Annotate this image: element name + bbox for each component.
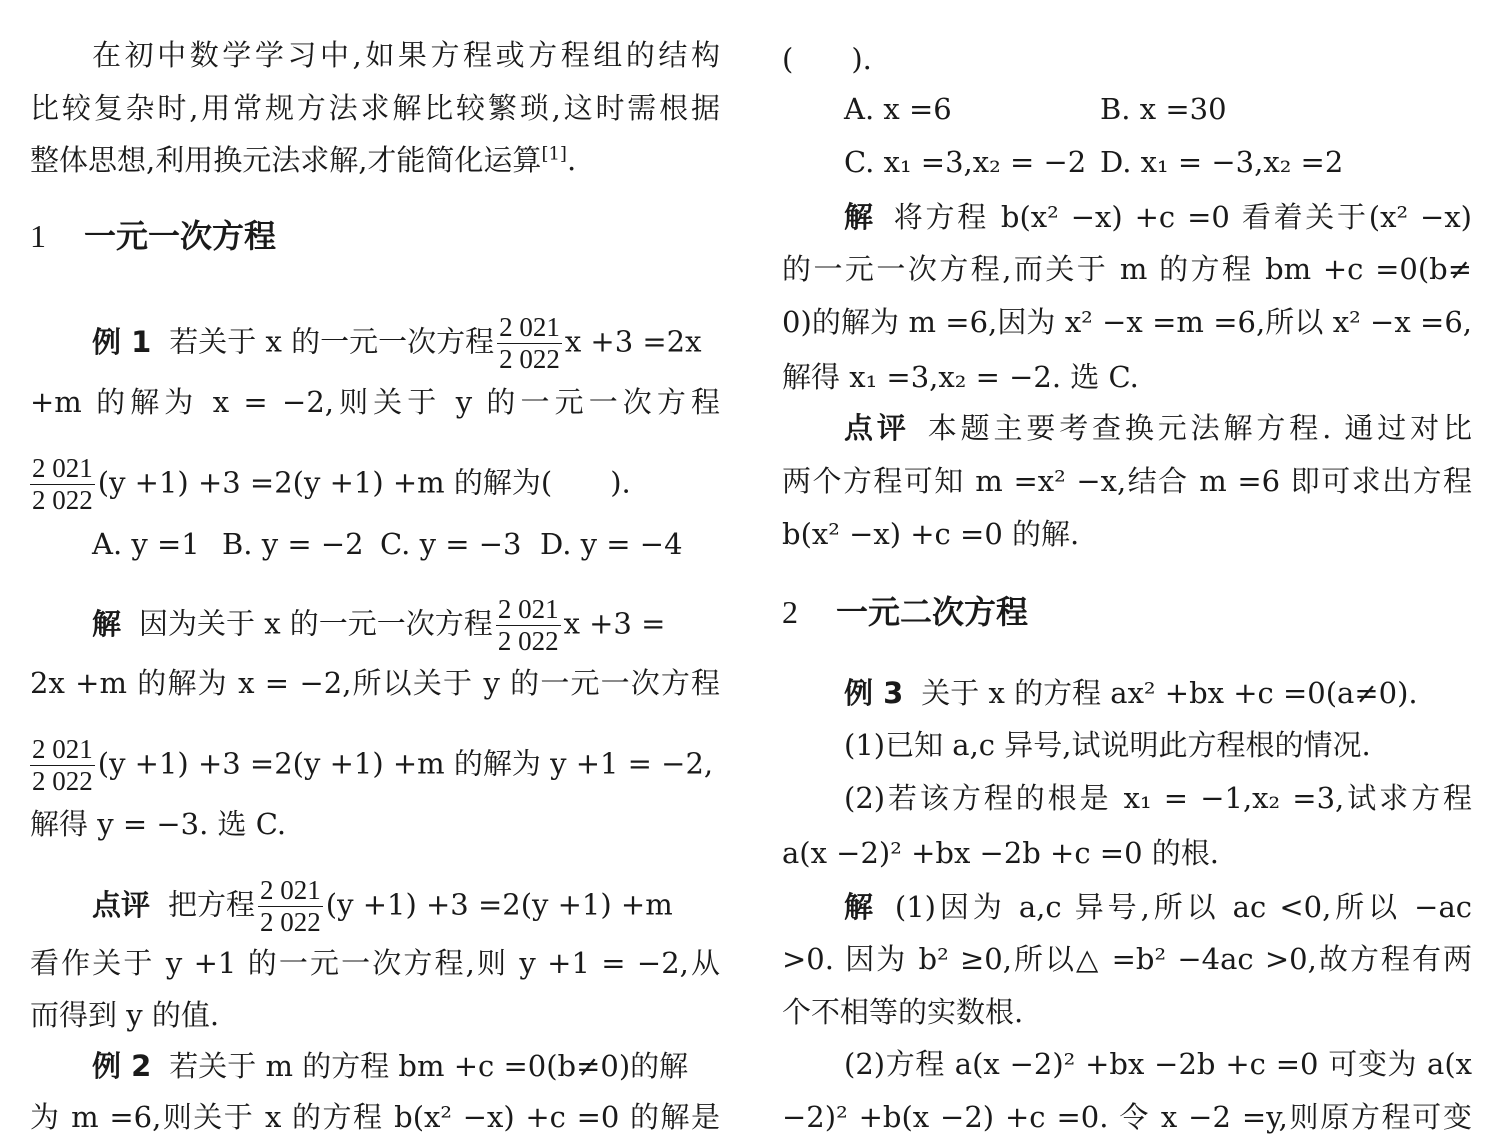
comment-1-line-2: 看作关于 y +1 的一元一次方程,则 y +1 = −2,从 <box>30 946 720 980</box>
option-d: D. y = −4 <box>540 527 683 561</box>
solution-2-text-a: 将方程 b(x² −x) +c =0 看着关于(x² −x) <box>893 200 1472 234</box>
fraction-denominator: 2 022 <box>260 907 321 937</box>
solution-2-label: 解 <box>844 200 876 234</box>
section-2-heading <box>782 593 1472 631</box>
fraction-2021-2022 <box>496 594 561 657</box>
example-3-question-1: (1)已知 a,c 异号,试说明此方程根的情况. <box>844 728 1371 762</box>
section-1-title: 一元一次方程 <box>84 217 277 255</box>
solution-3-line-2: >0. 因为 b² ≥0,所以△ =b² −4ac >0,故方程有两 <box>782 942 1472 976</box>
solution-1-label: 解 <box>92 606 122 641</box>
fraction-2021-2022 <box>258 875 323 938</box>
example-3-text-a: 关于 x 的方程 ax² +bx +c =0(a≠0). <box>921 676 1418 710</box>
solution-3-label: 解 <box>844 890 877 924</box>
solution-3-line-1 <box>782 888 1472 926</box>
example-1-line-2: +m 的解为 x = −2,则关于 y 的一元一次方程 <box>30 385 720 419</box>
solution-2-line-2: 的一元一次方程,而关于 m 的方程 bm +c =0(b≠ <box>782 252 1472 286</box>
comment-1-line-1 <box>30 875 720 937</box>
example-2-options-row-1 <box>782 90 1472 128</box>
fraction-numerator: 2 021 <box>32 734 93 764</box>
solution-1-text-a: 因为关于 x 的一元一次方程 <box>139 606 493 641</box>
option-b: B. x =30 <box>1100 92 1227 126</box>
comment-2-line-2: 两个方程可知 m =x² −x,结合 m =6 即可求出方程 <box>782 464 1472 498</box>
comment-1-text-b: (y +1) +3 =2(y +1) +m <box>325 887 673 922</box>
example-1-options <box>30 525 720 563</box>
section-2-title: 一元二次方程 <box>836 593 1029 631</box>
example-3-question-2b: a(x −2)² +bx −2b +c =0 的根. <box>782 836 1219 870</box>
solution-2-line-3: 0)的解为 m =6,因为 x² −x =m =6,所以 x² −x =6, <box>782 305 1472 339</box>
solution-2-line-1 <box>782 198 1472 236</box>
solution-1-text-b: x +3 = <box>563 606 666 641</box>
intro-line-2: 比较复杂时,用常规方法求解比较繁琐,这时需根据 <box>30 91 720 125</box>
solution-3-line-4: (2)方程 a(x −2)² +bx −2b +c =0 可变为 a(x <box>844 1047 1472 1081</box>
citation-ref[interactable]: [1] <box>541 143 567 165</box>
option-c: C. x₁ =3,x₂ = −2 <box>844 145 1087 179</box>
example-1-line-3 <box>30 453 720 515</box>
intro-line-1: 在初中数学学习中,如果方程或方程组的结构 <box>92 38 720 72</box>
fraction-denominator: 2 022 <box>32 485 93 515</box>
fraction-numerator: 2 021 <box>32 453 93 483</box>
example-2-line-3: ( ). <box>782 42 872 76</box>
solution-1-line-3 <box>30 734 720 796</box>
fraction-numerator: 2 021 <box>260 875 321 905</box>
solution-3-line-5: −2)² +b(x −2) +c =0. 令 x −2 =y,则原方程可变 <box>782 1100 1472 1134</box>
section-1-heading <box>30 217 720 255</box>
example-3-line-1 <box>782 674 1472 712</box>
section-2-number: 2 <box>782 594 798 630</box>
intro-period: . <box>566 143 577 177</box>
example-2-line-2: 为 m =6,则关于 x 的方程 b(x² −x) +c =0 的解是 <box>30 1100 720 1134</box>
example-2-options-row-2 <box>782 143 1472 181</box>
solution-3-line-3: 个不相等的实数根. <box>782 995 1024 1029</box>
intro-text: 整体思想,利用换元法求解,才能简化运算 <box>30 143 542 177</box>
option-a: A. x =6 <box>844 92 952 126</box>
comment-2-line-3: b(x² −x) +c =0 的解. <box>782 517 1080 551</box>
example-2-text-a: 若关于 m 的方程 bm +c =0(b≠0)的解 <box>169 1049 689 1083</box>
section-1-number: 1 <box>30 218 46 254</box>
fraction-denominator: 2 022 <box>499 344 560 374</box>
option-b: B. y = −2 <box>222 527 364 561</box>
fraction-denominator: 2 022 <box>32 766 93 796</box>
example-1-text-a: 若关于 x 的一元一次方程 <box>169 324 495 359</box>
solution-3-text-a: (1)因为 a,c 异号,所以 ac <0,所以 −ac <box>894 890 1472 924</box>
solution-1-line-1 <box>30 594 720 656</box>
example-2-line-1 <box>30 1047 720 1085</box>
example-2-label: 例 2 <box>92 1049 152 1083</box>
comment-1-text-a: 把方程 <box>168 887 256 922</box>
comment-2-line-1 <box>782 409 1472 447</box>
example-3-question-2: (2)若该方程的根是 x₁ = −1,x₂ =3,试求方程 <box>844 781 1472 815</box>
example-1-line-1 <box>30 312 720 374</box>
option-a: A. y =1 <box>92 527 200 561</box>
fraction-2021-2022 <box>30 734 95 797</box>
fraction-2021-2022 <box>497 312 562 375</box>
option-d: D. x₁ = −3,x₂ =2 <box>1100 145 1344 179</box>
option-c: C. y = −3 <box>380 527 522 561</box>
comment-2-text-a: 本题主要考查换元法解方程. 通过对比 <box>927 411 1472 445</box>
fraction-2021-2022 <box>30 453 95 516</box>
example-1-text-c: (y +1) +3 =2(y +1) +m 的解为( ). <box>97 465 631 500</box>
example-1-text-b: x +3 =2x <box>564 324 702 359</box>
comment-1-label: 点评 <box>92 887 151 922</box>
fraction-numerator: 2 021 <box>497 594 559 624</box>
comment-2-label: 点评 <box>844 411 910 445</box>
fraction-numerator: 2 021 <box>499 312 560 342</box>
example-1-label: 例 1 <box>92 324 152 359</box>
solution-1-line-4: 解得 y = −3. 选 C. <box>30 807 287 841</box>
solution-1-line-2: 2x +m 的解为 x = −2,所以关于 y 的一元一次方程 <box>30 666 720 700</box>
fraction-denominator: 2 022 <box>497 626 559 656</box>
intro-line-3 <box>30 141 720 179</box>
solution-2-line-4: 解得 x₁ =3,x₂ = −2. 选 C. <box>782 360 1139 394</box>
example-3-label: 例 3 <box>844 676 904 710</box>
solution-1-text-c: (y +1) +3 =2(y +1) +m 的解为 y +1 = −2, <box>97 746 714 781</box>
comment-1-line-3: 而得到 y 的值. <box>30 998 220 1032</box>
